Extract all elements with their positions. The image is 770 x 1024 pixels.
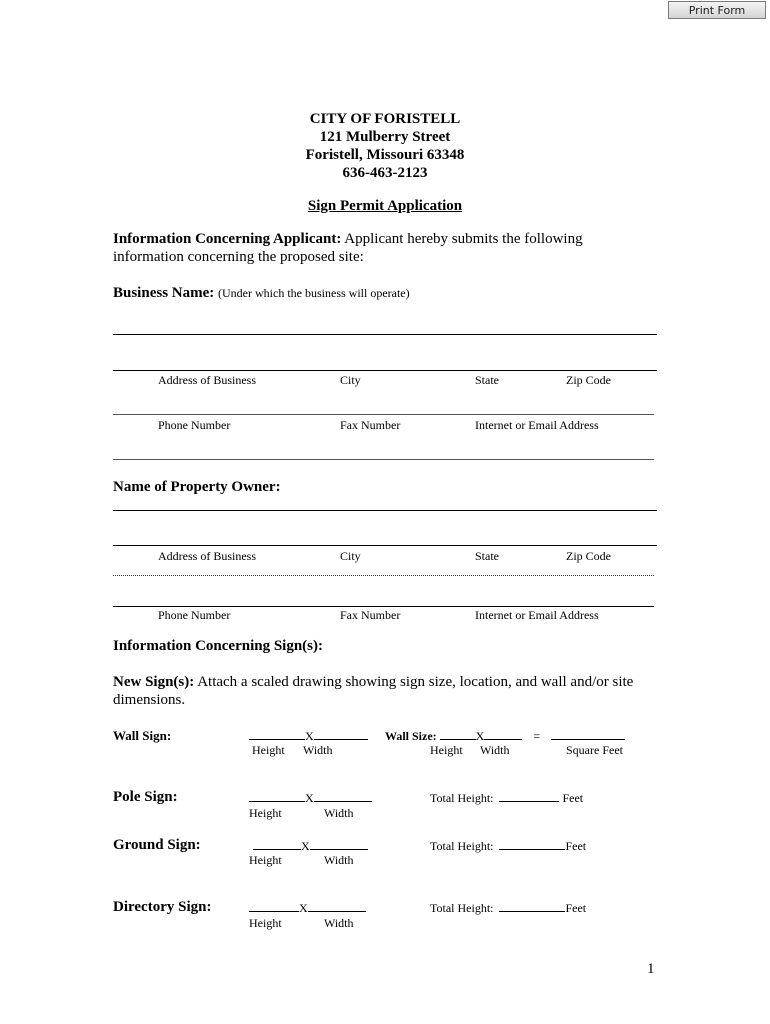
form-title: Sign Permit Application [307,198,463,214]
wall-sign-height-label: Height [252,743,285,757]
applicant-intro-line1: Applicant hereby submits the following [344,231,583,247]
applicant-address-label: Address of Business [158,373,256,387]
wall-size-height-label: Height [430,743,463,757]
print-form-button[interactable]: Print Form [668,1,766,19]
pole-total-height-row[interactable] [430,790,583,806]
owner-fax-label: Fax Number [340,608,401,622]
business-name-line-1[interactable] [113,334,657,335]
owner-city-label: City [340,549,361,563]
wall-sign-width-blank[interactable] [314,728,368,740]
wall-sign-dimensions[interactable] [249,728,368,744]
directory-sign-height-label: Height [249,916,282,930]
owner-state-label: State [475,549,499,563]
directory-total-height-blank[interactable] [499,900,565,912]
ground-total-height-row[interactable] [430,838,586,854]
wall-size-width-blank[interactable] [484,728,522,740]
new-signs-label: New Sign(s): [113,674,195,690]
ground-sign-x: X [301,839,310,853]
ground-sign-width-label: Width [324,853,354,867]
applicant-email-label: Internet or Email Address [475,418,599,432]
applicant-extra-line[interactable] [113,459,654,460]
new-signs-row [113,674,633,691]
street-address: 121 Mulberry Street [319,129,451,145]
business-name-note: (Under which the business will operate) [218,286,410,300]
applicant-heading: Information Concerning Applicant: [113,231,342,247]
wall-size-sqft-label: Square Feet [566,743,623,757]
wall-size-equals: = [533,729,541,743]
wall-size-label: Wall Size: [385,729,437,743]
owner-name-line[interactable] [113,510,657,511]
pole-feet-label: Feet [562,791,584,805]
new-signs-text: Attach a scaled drawing showing sign size, location, and wall and/or site [197,674,634,690]
wall-sign-height-blank[interactable] [249,728,305,740]
pole-sign-width-blank[interactable] [314,790,372,802]
wall-size-row[interactable] [385,728,625,744]
wall-sign-x: X [305,729,314,743]
pole-sign-width-label: Width [324,806,354,820]
pole-sign-height-blank[interactable] [249,790,305,802]
business-address-line[interactable] [113,370,657,371]
ground-sign-height-label: Height [249,853,282,867]
pole-sign-label: Pole Sign: [113,789,178,805]
wall-sign-label: Wall Sign: [113,728,172,743]
pole-total-height-blank[interactable] [499,790,559,802]
pole-sign-dimensions[interactable] [249,790,372,806]
wall-sign-width-label: Width [303,743,333,757]
applicant-state-label: State [475,373,499,387]
wall-size-sqft-blank[interactable] [551,728,625,740]
owner-separator [113,575,654,576]
pole-sign-x: X [305,791,314,805]
directory-sign-dimensions[interactable] [249,900,366,916]
wall-size-width-label: Width [480,743,510,757]
wall-size-height-blank[interactable] [440,728,476,740]
ground-total-height-label: Total Height: [430,839,494,853]
owner-phone-label: Phone Number [158,608,231,622]
city-name: CITY OF FORISTELL [309,111,461,127]
business-name-label: Business Name: [113,285,215,301]
directory-total-height-row[interactable] [430,900,586,916]
business-name-row [113,285,410,302]
wall-size-x: X [475,729,485,743]
ground-sign-width-blank[interactable] [310,838,368,850]
applicant-intro-line2: information concerning the proposed site: [113,249,364,265]
ground-sign-height-blank[interactable] [253,838,301,850]
owner-email-label: Internet or Email Address [475,608,599,622]
applicant-city-label: City [340,373,361,387]
applicant-phone-label: Phone Number [158,418,231,432]
ground-total-height-blank[interactable] [499,838,565,850]
directory-feet-label: Feet [565,901,587,915]
directory-sign-height-blank[interactable] [249,900,299,912]
applicant-zip-label: Zip Code [566,373,611,387]
pole-total-height-label: Total Height: [430,791,494,805]
applicant-intro [113,231,583,248]
applicant-fax-label: Fax Number [340,418,401,432]
ground-sign-dimensions[interactable] [253,838,368,854]
directory-sign-width-label: Width [324,916,354,930]
owner-address-label: Address of Business [158,549,256,563]
directory-sign-x: X [299,901,308,915]
city-state-zip: Foristell, Missouri 63348 [305,147,465,163]
owner-heading: Name of Property Owner: [113,479,281,495]
pole-sign-height-label: Height [249,806,282,820]
applicant-phone-line[interactable] [113,414,654,415]
owner-address-line[interactable] [113,545,657,546]
page-number: 1 [647,961,655,977]
signs-heading: Information Concerning Sign(s): [113,638,324,654]
directory-sign-label: Directory Sign: [113,899,212,915]
ground-feet-label: Feet [565,839,587,853]
new-signs-text-line2: dimensions. [113,692,186,708]
owner-phone-line[interactable] [113,606,654,607]
owner-zip-label: Zip Code [566,549,611,563]
directory-total-height-label: Total Height: [430,901,494,915]
ground-sign-label: Ground Sign: [113,837,201,853]
directory-sign-width-blank[interactable] [308,900,366,912]
city-phone: 636-463-2123 [342,165,428,181]
